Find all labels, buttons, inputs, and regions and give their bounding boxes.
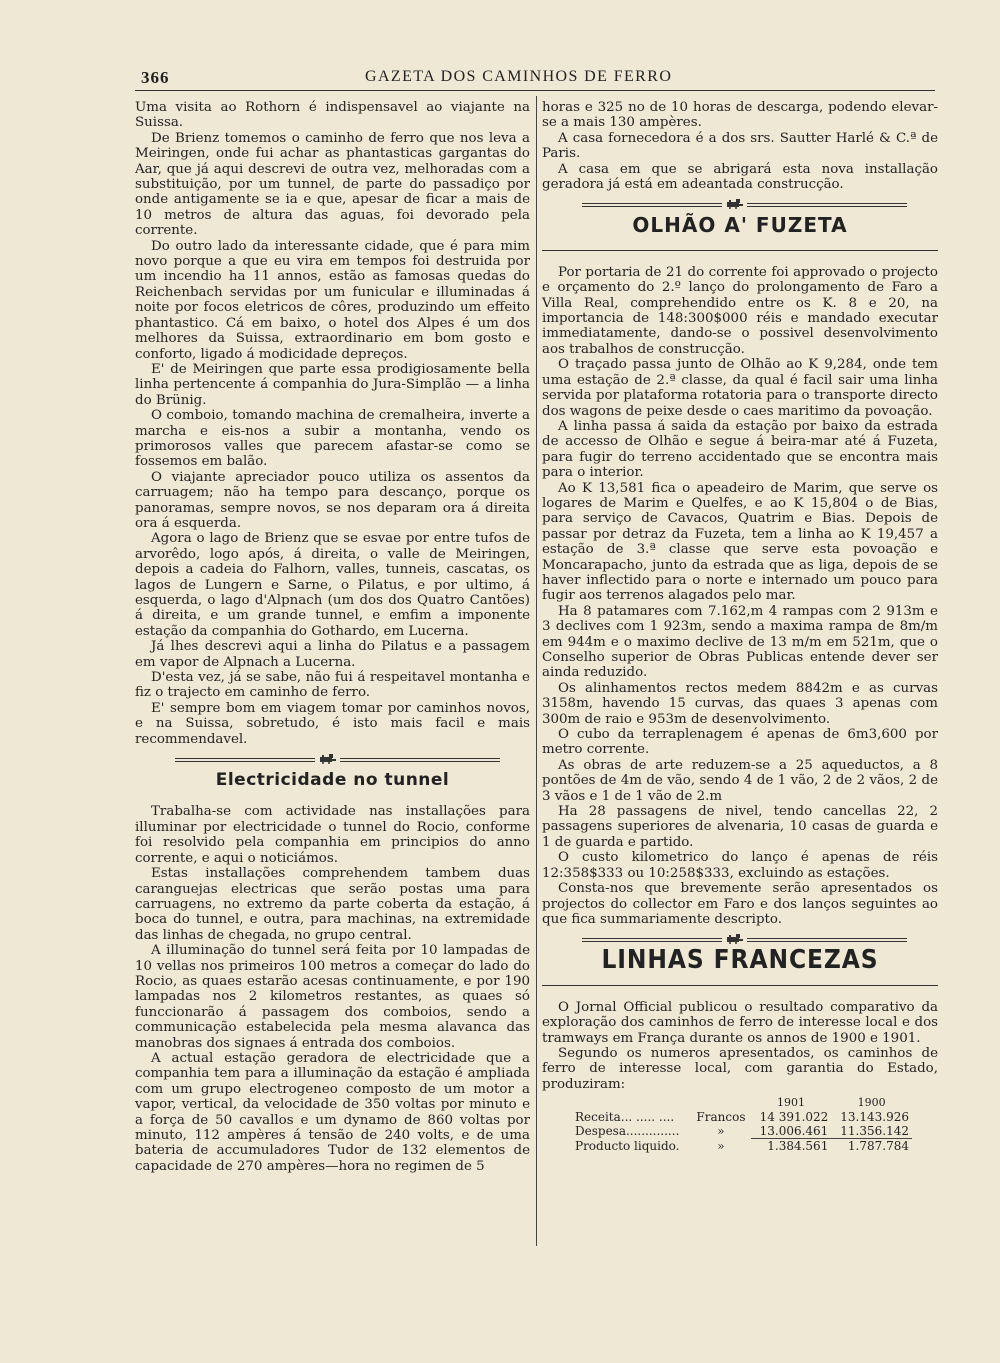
paragraph: E' sempre bom em viagem tomar por caminhos novos, e na Suissa, sobretudo, é isto mais facil e mais recommendavel. bbox=[135, 700, 530, 747]
paragraph: Por portaria de 21 do corrente foi approvado o projecto e orçamento do 2.º lanço do prolongamento de Faro a Villa Real, comprehendido entre os K. 8 e 20, na importancia de 148:300$000 réis e mandado executar immediatamente, dando-se o possivel desenvolvimento aos trabalhos de construcção. bbox=[542, 264, 938, 357]
paragraph: Já lhes descrevi aqui a linha do Pilatus e a passagem em vapor de Alpnach a Lucerna. bbox=[135, 639, 530, 670]
paragraph: A linha passa á saida da estação por baixo da estrada de accesso de Olhão e segue á beira-mar até á Fuzeta, para fugir do terreno accidentado que se encontra mais para o interior. bbox=[542, 418, 938, 481]
table-row bbox=[572, 1139, 912, 1154]
paragraph: Ha 28 passagens de nivel, tendo cancellas 22, 2 passagens superiores de alvenaria, 10 casas de guarda e 1 de guarda e partido. bbox=[542, 804, 938, 850]
row-unit: » bbox=[717, 1124, 725, 1139]
paragraph: Segundo os numeros apresentados, os caminhos de ferro de interesse local, com garantia do Estado, produziram: bbox=[542, 1045, 938, 1092]
title-rule bbox=[542, 985, 938, 986]
paragraph: Uma visita ao Rothorn é indispensavel ao viajante na Suissa. bbox=[135, 100, 530, 131]
year-header: 1900 bbox=[857, 1096, 886, 1110]
value-1900: 1.787.784 bbox=[831, 1139, 912, 1154]
paragraph: O Jornal Official publicou o resultado comparativo da exploração dos caminhos de ferro de interesse local e dos tramways em França durante os annos de 1900 e 1901. bbox=[542, 999, 938, 1046]
locomotive-icon bbox=[726, 933, 744, 944]
table-row bbox=[572, 1124, 912, 1139]
running-title: GAZETA DOS CAMINHOS DE FERRO bbox=[365, 68, 673, 85]
page-number: 366 bbox=[141, 68, 170, 87]
header-rule bbox=[135, 90, 935, 91]
value-1900: 13.143.926 bbox=[840, 1110, 909, 1125]
table-row bbox=[572, 1110, 912, 1124]
paragraph: De Brienz tomemos o caminho de ferro que nos leva a Meiringen, onde fui achar as phantasticas gargantas do Aar, que já aqui descrevi de outra vez, melhoradas com a substituição, por um tunnel, de parte do passadiço por onde antigamente se ia e que, apesar de ficar a mais de 10 metros de altura das aguas, foi devorado pela corrente. bbox=[135, 130, 530, 239]
paragraph: Estas installações comprehendem tambem duas caranguejas electricas que serão postas uma para carruagens, no extremo da parte coberta da estação, á boca do tunnel, e outra, para machinas, na extremidade das linhas de chegada, no grupo central. bbox=[135, 866, 530, 943]
paragraph: A casa fornecedora é a dos srs. Sautter Harlé & C.ª de Paris. bbox=[542, 130, 938, 162]
page-header bbox=[135, 64, 940, 90]
paragraph: Ao K 13,581 fica o apeadeiro de Marim, que serve os logares de Marim e Quelfes, e ao K 15,804 o de Bias, para serviço de Cavacos, Quatrim e Bias. Depois de passar por detraz da Fuzeta, tem a linha ao K 19,457 a estação de 3.ª classe que serve esta povoação e Moncarapacho, junto da estrada que as liga, depois de se haver inflectido para o norte e internado um pouco para fugir aos terrenos alagados pelo mar. bbox=[542, 480, 938, 604]
paragraph: E' de Meiringen que parte essa prodigiosamente bella linha pertencente á companhia do Jura-Simplão — a linha do Brünig. bbox=[135, 361, 530, 408]
right-column bbox=[542, 100, 938, 1153]
paragraph: A illuminação do tunnel será feita por 10 lampadas de 10 vellas nos primeiros 100 metros a começar do lado do Rocio, as quaes estarão acesas continuamente, e por 190 lampadas nos 2 kilometros restantes, as quaes só funccionarão á passagem dos comboios, sendo a communicação estabelecida pela mesma alavanca das manobras dos signaes á entrada dos comboios. bbox=[135, 943, 530, 1051]
row-label: Receita... ..... .... bbox=[575, 1110, 675, 1125]
paragraph: O traçado passa junto de Olhão ao K 9,284, onde tem uma estação de 2.ª classe, da qual é facil sair uma linha servida por plataforma rotatoria para o transporte directo dos wagons de peixe desde o caes maritimo da povoação. bbox=[542, 357, 938, 419]
value-1901: 13.006.461 bbox=[759, 1124, 829, 1139]
paragraph: Os alinhamentos rectos medem 8842m e as curvas 3158m, havendo 15 curvas, das quaes 3 apenas com 300m de raio e 953m de desenvolvimento. bbox=[542, 680, 938, 727]
paragraph: As obras de arte reduzem-se a 25 aqueductos, a 8 pontões de 4m de vão, sendo 4 de 1 vão, 2 de 2 vãos, 2 de 3 vãos e 1 de 1 vão de 2.m bbox=[542, 757, 938, 804]
row-label: Producto liquido. bbox=[575, 1138, 680, 1153]
locomotive-icon bbox=[726, 198, 744, 209]
paragraph: O custo kilometrico do lanço é apenas de réis 12:358$333 ou 10:258$333, excluindo as estações. bbox=[542, 850, 938, 881]
section-title-electricidade: Electricidade no tunnel bbox=[215, 770, 450, 791]
paragraph: A casa em que se abrigará esta nova installação geradora já está em adeantada construcção. bbox=[542, 161, 938, 193]
paragraph: Consta-nos que brevemente serão apresentados os projectos do collector em Faro e dos lanços seguintes ao que fica summariamente descripto. bbox=[542, 881, 938, 927]
column-divider bbox=[536, 96, 537, 1246]
paragraph: O viajante apreciador pouco utiliza os assentos da carruagem; não ha tempo para descanço, porque os panoramas, sempre novos, se nos deparam ora á direita ora á esquerda. bbox=[135, 469, 530, 531]
left-column bbox=[135, 100, 530, 1174]
value-1901: 1.384.561 bbox=[751, 1139, 832, 1154]
revenue-table bbox=[572, 1096, 912, 1153]
title-rule bbox=[542, 250, 938, 251]
section-ornament bbox=[542, 198, 938, 212]
paragraph: horas e 325 no de 10 horas de descarga, podendo elevar-se a mais 130 ampères. bbox=[542, 100, 938, 131]
paragraph: O cubo da terraplenagem é apenas de 6m3,600 por metro corrente. bbox=[542, 727, 938, 758]
locomotive-icon bbox=[319, 753, 337, 764]
row-label: Despesa.............. bbox=[575, 1124, 680, 1139]
paragraph: O comboio, tomando machina de cremalheira, inverte a marcha e eis-nos a subir a montanha, vendo os primorosos valles que parecem afastar-se como se fossemos em balão. bbox=[135, 408, 530, 470]
row-unit: » bbox=[717, 1138, 725, 1153]
table-header-row bbox=[572, 1096, 912, 1110]
value-1900: 11.356.142 bbox=[840, 1124, 909, 1139]
value-1901: 14 391.022 bbox=[759, 1110, 829, 1125]
section-title-olhao: OLHÃO A' FUZETA bbox=[632, 213, 848, 238]
paragraph: D'esta vez, já se sabe, não fui á respeitavel montanha e fiz o trajecto em caminho de ferro. bbox=[135, 670, 530, 701]
section-title-linhas-francezas: LINHAS FRANCEZAS bbox=[601, 945, 879, 976]
section-ornament bbox=[135, 753, 530, 767]
year-header: 1901 bbox=[777, 1096, 805, 1110]
paragraph: Trabalha-se com actividade nas installações para illuminar por electricidade o tunnel do Rocio, conforme foi resolvido pela companhia em principios do anno corrente, e aqui o noticiámos. bbox=[135, 804, 530, 866]
row-unit: Francos bbox=[696, 1110, 746, 1125]
paragraph: Ha 8 patamares com 7.162,m 4 rampas com 2 913m e 3 declives com 1 923m, sendo a maxima rampa de 8m/m em 944m e o maximo declive de 13 m/m em 521m, que o Conselho superior de Obras Publicas entende dever ser ainda reduzido. bbox=[542, 603, 938, 681]
paragraph: Agora o lago de Brienz que se esvae por entre tufos de arvorêdo, logo após, á direita, o valle de Meiringen, depois a cadeia do Falhorn, valles, tunneis, cascatas, os lagos de Lungern e Sarne, o Pilatus, e por ultimo, á esquerda, o lago d'Alpnach (um dos dos Quatro Cantões) á direita, e um grande tunnel, e emfim a imponente estação da companhia do Gothardo, em Lucerna. bbox=[135, 531, 530, 639]
paragraph: A actual estação geradora de electricidade que a companhia tem para a illuminação da estação é ampliada com um grupo electrogeneo composto de um motor a vapor, vertical, da velocidade de 350 voltas por minuto e a força de 50 cavallos e um dynamo de 860 voltas por minuto, 112 ampères á tensão de 240 volts, e de uma bateria de accumuladores Tudor de 132 elementos de capacidade de 270 ampères—hora no regimen de 5 bbox=[135, 1050, 530, 1174]
paragraph: Do outro lado da interessante cidade, que é para mim novo porque a que eu vira em tempos foi destruida por um incendio ha 11 annos, estão as famosas quedas do Reichenbach servidas por um funicular e illuminadas á noite por focos eletricos de côres, produzindo um effeito phantastico. Cá em baixo, o hotel dos Alpes é um dos melhores da Suissa, extraordinario em bom gosto e conforto, ligado á modicidade depreços. bbox=[135, 238, 530, 362]
